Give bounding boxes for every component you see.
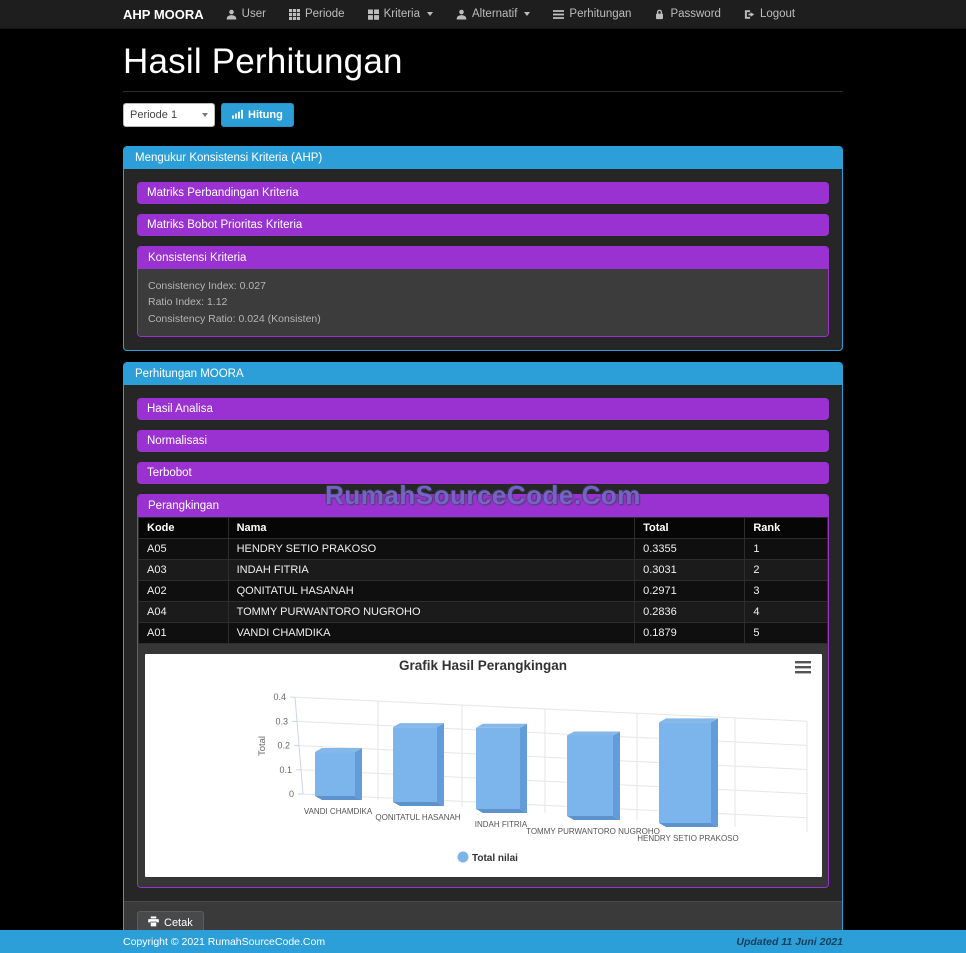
- section-konsistensi[interactable]: Konsistensi Kriteria: [138, 247, 828, 269]
- svg-text:0.3: 0.3: [274, 716, 288, 727]
- svg-text:VANDI CHAMDIKA: VANDI CHAMDIKA: [303, 806, 372, 816]
- ranking-table: [138, 517, 828, 644]
- site-footer: [0, 930, 966, 953]
- ranking-chart-svg: [145, 654, 822, 877]
- svg-text:Total: Total: [256, 735, 268, 756]
- col-rank: Rank: [745, 517, 828, 538]
- col-total: Total: [635, 517, 745, 538]
- nav-item-alternatif[interactable]: [456, 8, 530, 20]
- nav-item-periode[interactable]: [289, 8, 345, 20]
- ranking-chart: [145, 654, 822, 877]
- svg-text:HENDRY SETIO PRAKOSO: HENDRY SETIO PRAKOSO: [636, 833, 739, 843]
- nav-item-user[interactable]: [226, 8, 266, 20]
- nav-item-label: User: [241, 8, 266, 20]
- table-row: A01 VANDI CHAMDIKA 0.1879 5: [139, 622, 828, 643]
- konsistensi-body: [138, 269, 828, 336]
- printer-icon: [148, 916, 159, 930]
- ratio-index: Ratio Index: 1.12: [148, 296, 228, 309]
- col-kode: Kode: [139, 517, 229, 538]
- table-header-row: [139, 517, 828, 538]
- perangkingan-panel: [137, 494, 829, 888]
- table-row: A02 QONITATUL HASANAH 0.2971 3: [139, 580, 828, 601]
- nav-item-password[interactable]: [654, 8, 721, 20]
- chevron-down-icon: [427, 12, 433, 16]
- hitung-button[interactable]: Hitung: [221, 103, 294, 127]
- svg-text:TOMMY PURWANTORO NUGROHO: TOMMY PURWANTORO NUGROHO: [525, 826, 660, 836]
- periode-select[interactable]: [123, 103, 215, 127]
- user-icon: [226, 9, 237, 20]
- nav-item-perhitungan[interactable]: [553, 8, 631, 20]
- svg-text:INDAH FITRIA: INDAH FITRIA: [474, 819, 527, 829]
- moora-panel: [123, 362, 843, 945]
- svg-text:QONITATUL HASANAH: QONITATUL HASANAH: [374, 812, 461, 822]
- logout-icon: [744, 9, 755, 20]
- section-matriks-perbandingan[interactable]: Matriks Perbandingan Kriteria: [137, 182, 829, 204]
- nav-item-kriteria[interactable]: [368, 8, 433, 20]
- user-icon: [456, 9, 467, 20]
- section-matriks-bobot[interactable]: Matriks Bobot Prioritas Kriteria: [137, 214, 829, 236]
- section-normalisasi[interactable]: Normalisasi: [137, 430, 829, 452]
- consistency-index: Consistency Index: 0.027: [148, 280, 266, 292]
- controls-row: [123, 103, 843, 127]
- konsistensi-panel: [137, 246, 829, 337]
- page-title: Hasil Perhitungan: [123, 42, 403, 81]
- ahp-panel-header: Mengukur Konsistensi Kriteria (AHP): [124, 147, 842, 169]
- lock-icon: [654, 9, 665, 20]
- grid-icon: [289, 9, 300, 20]
- table-row: A04 TOMMY PURWANTORO NUGROHO 0.2836 4: [139, 601, 828, 622]
- svg-text:0.2: 0.2: [276, 740, 290, 751]
- chart-menu-icon[interactable]: [795, 661, 811, 673]
- nav-item-label: Kriteria: [383, 8, 421, 20]
- bar-chart-icon: [232, 109, 243, 122]
- copyright-text: Copyright © 2021 RumahSourceCode.Com: [123, 935, 326, 948]
- ahp-panel: [123, 146, 843, 351]
- section-terbobot[interactable]: Terbobot: [137, 462, 829, 484]
- consistency-ratio: Consistency Ratio: 0.024 (Konsisten): [148, 312, 321, 325]
- nav-item-label: Logout: [759, 8, 796, 20]
- watermark: RumahSourceCode.Com: [325, 479, 641, 510]
- table-row: A05 HENDRY SETIO PRAKOSO 0.3355 1: [139, 538, 828, 559]
- svg-text:0.4: 0.4: [272, 691, 286, 702]
- svg-text:Grafik Hasil Perangkingan: Grafik Hasil Perangkingan: [398, 657, 567, 673]
- nav-item-label: Perhitungan: [569, 8, 632, 20]
- title-divider: [123, 91, 843, 92]
- nav-item-label: Periode: [304, 8, 345, 20]
- chevron-down-icon: [524, 12, 530, 16]
- svg-text:0: 0: [288, 788, 294, 799]
- moora-panel-header: Perhitungan MOORA: [124, 363, 842, 385]
- updated-text: Updated 11 Juni 2021: [736, 935, 843, 948]
- main-content: [123, 42, 843, 945]
- section-hasil-analisa[interactable]: Hasil Analisa: [137, 398, 829, 420]
- list-icon: [553, 9, 564, 20]
- app-brand[interactable]: AHP MOORA: [123, 6, 204, 22]
- cetak-button[interactable]: Cetak: [137, 911, 204, 935]
- nav-item-logout[interactable]: [744, 8, 795, 20]
- nav-item-label: Password: [670, 8, 721, 20]
- section-perangkingan[interactable]: Perangkingan: [138, 495, 828, 517]
- th-large-icon: [368, 9, 379, 20]
- svg-text:0.1: 0.1: [278, 764, 292, 775]
- col-nama: Nama: [228, 517, 635, 538]
- nav-item-label: Alternatif: [472, 8, 518, 20]
- navbar: [0, 0, 966, 29]
- svg-text:Total nilai: Total nilai: [471, 852, 518, 864]
- chart-section: [138, 644, 828, 887]
- table-row: A03 INDAH FITRIA 0.3031 2: [139, 559, 828, 580]
